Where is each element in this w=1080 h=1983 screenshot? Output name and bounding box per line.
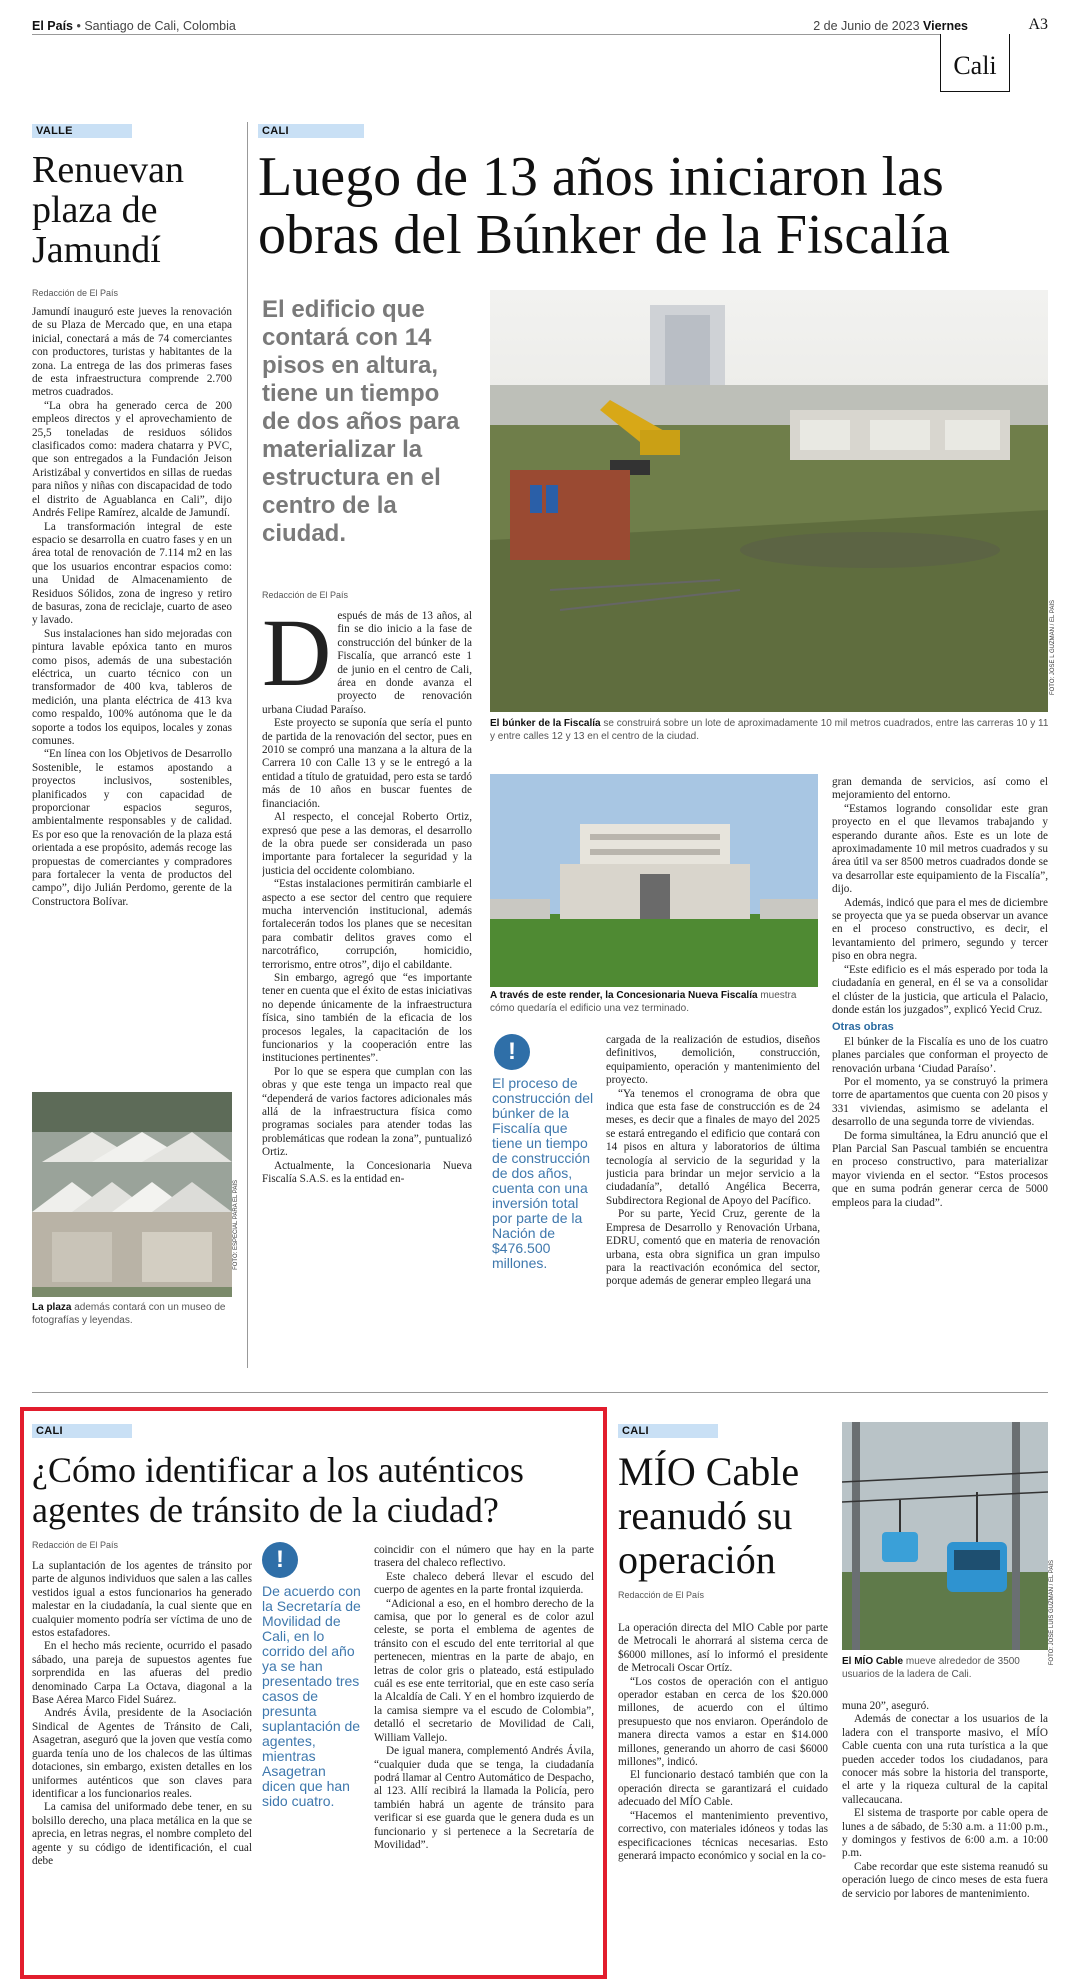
mio-cable-image (842, 1422, 1048, 1650)
mio-caption: El MÍO Cable mueve alrededor de 3500 usuarios de la ladera de Cali. (842, 1656, 1020, 1680)
plaza-photo (32, 1092, 232, 1297)
transit-story-byline: Redacción de El País (32, 1540, 119, 1550)
transit-infobox: De acuerdo con la Secretaría de Movilidad de Cali, en lo corrido del año ya se han presentado tres casos de presunta suplantación de agentes, mientras Asagetran dicen que han sido cuatro. (262, 1583, 361, 1809)
weekday: Viernes (923, 19, 968, 33)
left-p0: Jamundí inauguró este jueves la renovación de su Plaza de Mercado que, en una etapa inicial, conectará a más de 74 comerciantes con productores, turistas y habitantes de la zona. La entrega de las dos primeras fases de esta infraestructura comprende 2.700 metros cuadrados. (32, 306, 232, 399)
left-p1: “La obra ha generado cerca de 200 empleos directos y el aprovechamiento de 25,5 toneladas de residuos sólidos clasificados como: madera chatarra y PVC, que son entregados a la Fundación Jeison Aristizábal y convertidos en sillas de ruedas para niños y niñas con discapacidad de todo el distrito de Aguablanca en Cali”, dijo Andrés Felipe Ramírez, alcalde de Jamundí. (32, 399, 232, 520)
render-caption: A través de este render, la Concesionaria Nueva Fiscalía muestra cómo quedaría el edificio una vez terminado. (490, 990, 797, 1014)
left-p2: La transformación integral de este espacio se desarrolla en cuatro fases y en un área total de renovación de 7.114 m2 en las que los usuarios encontrar espacios como: una Unidad de Almacenamiento de Residuos Sólidos, zona de ingreso y retiro de basuras, zona de reciclaje, cuarto de aseo y lavado. (32, 520, 232, 627)
render-image (490, 774, 818, 987)
top-rule (32, 34, 940, 35)
dropcap: D (262, 610, 332, 706)
bunker-photo (490, 290, 1048, 712)
left-story-byline: Redacción de El País (32, 288, 119, 298)
section-rule (32, 1392, 1048, 1393)
column-rule-left (247, 122, 248, 1368)
main-story-col3: cargada de la realización de estudios, diseños definitivos, demolición, construcción, equipamiento, operación y mantenimiento del proyecto. “Ya tenemos el cronograma de obra que indica que esta fase de construcción es de 24 meses, es decir que a finales de mayo del 2025 se estará entregando el edificio que contará con 14 pisos en altura y laboratorios de última tecnología al servicio de la seguridad y la justicia para brindar un mejor servicio a la ciudadanía”, detalló Angélica Becerra, Subdirectora Regional de Apoyo del Pacífico. Por su parte, Yecid Cruz, gerente de la Empresa de Desarrollo y Renovación Urbana, EDRU, comentó que en materia de renovación urbana, esta obra significa un gran impulso para la reactivación económica del sector, porque además de generar empleo llegará una (606, 1034, 820, 1288)
section-name: Cali (953, 51, 997, 80)
left-p4: “En línea con los Objetivos de Desarrollo Sostenible, le estamos apostando a proyectos inclusivos, sostenibles, planificados y con capacidad de proporcionar espacios seguros, ambientalmente responsables y de calidad. Es por eso que la renovación de la plaza está orientada a ese propósito, además recoge las propuestas de comerciantes y compradores para fortalecer la venta de productos del campo”, dijo Julián Perdomo, gerente de la Constructora Bolívar. (32, 748, 232, 908)
plaza-caption: La plaza además contará con un museo de fotografías y leyendas. (32, 1302, 226, 1326)
transit-story-headline: ¿Cómo identificar a los auténticos agentes de tránsito de la ciudad? (32, 1450, 524, 1530)
mio-story-col2: muna 20”, aseguró. Además de conectar a los usuarios de la ladera con el transporte masivo, el MÍO Cable cuenta con una ruta turística a la que pueden acceder todos los ciudadanos, para conocer más sobre la historia del transporte, el arte y la riqueza cultural de la capital vallecaucana. El sistema de trasporte por cable opera de lunes a de sábado, de 5:30 a.m. a 11:00 p.m., y domingos y festivos de 6:00 a.m. a 10:00 p.m. Cabe recordar que este sistema reanudó su operación luego de cinco meses de esta fuera de servicio por labores de mantenimiento. (842, 1700, 1048, 1900)
left-story-headline: Renuevan plaza de Jamundí (32, 149, 184, 271)
mio-cable-photo (842, 1422, 1048, 1650)
main-story-headline: Luego de 13 años iniciaron las obras del Búnker de la Fiscalía (258, 146, 951, 266)
page-number: A3 (1028, 16, 1048, 33)
render-photo (490, 774, 818, 987)
exclamation-icon: ! (494, 1034, 530, 1070)
section-box (940, 34, 1010, 92)
otras-obras-subhead: Otras obras (832, 1021, 894, 1034)
bunker-photo-credit: FOTO: JOSÉ L GUZMÁN / EL PAÍS (1050, 600, 1056, 696)
main-story-col1: Después de más de 13 años, al fin se dio inicio a la fase de construcción del búnker de la Fiscalía, que arrancó este 1 de junio en el centro de Cali, área en donde avanza el proyecto de renovación urbana Ciudad Paraíso. Este proyecto se suponía que sería el punto de partida de la renovación del sector, pues en 2010 se compró una manzana a la altura de la Carrera 10 con Calle 13 y se le entregó a la entidad a título de gratuidad, pero esta se tardó más de 10 años en buscar fuentes de financiación. Al respecto, el concejal Roberto Ortiz, expresó que pese a las demoras, el desarrollo de la obra puede ser considerada un paso importante para fortalecer la seguridad y la justicia del occidente colombiano. “Estas instalaciones permitirán cambiarle el aspecto a ese sector del centro que requiere mucha intervención institucional, además fortalecerán todos los planes que se necesitan para combatir delitos graves como el narcotráfico, corrupción, homicidio, terrorismo, entre otros”, dijo el cabildante. Sin embargo, agregó que “es importante tener en cuenta que el éxito de estas iniciativas no depende únicamente de la infraestructura física, sino también de la eficacia de los procesos legales, la capacitación de los funcionarios y la cooperación entre las instituciones pertinentes”. Por lo que se espera que cumplan con las obras y que este tenga un impacto real que “dependerá de varios factores adicionales más allá de la infraestructura física como programas sociales para atender todas las problemáticas que rodean la zona”, puntualizó Ortiz. Actualmente, la Concesionaria Nueva Fiscalía S.A.S. es la entidad en- (262, 610, 472, 1186)
date: 2 de Junio de 2023 (813, 19, 920, 33)
mio-story-byline: Redacción de El País (618, 1590, 705, 1600)
main-story-tag: CALI (258, 124, 364, 138)
mio-story-headline: MÍO Cable reanudó su operación (618, 1449, 800, 1582)
left-story-tag: VALLE (32, 124, 132, 138)
plaza-photo-credit: FOTO: ESPECIAL PARA EL PAÍS (233, 1180, 239, 1270)
paper-name: El País (32, 19, 73, 33)
mio-story-tag: CALI (618, 1424, 718, 1438)
exclamation-icon: ! (262, 1542, 298, 1578)
main-story-col4: gran demanda de servicios, así como el mejoramiento del entorno. “Estamos logrando consolidar este gran proyecto en el que llevamos trabajando y esperando durante años. Este es un lote de aproximadamente 10 mil metros cuadrados y su área útil va ser 8500 metros cuadrados donde se va desarrollar este equipamiento de la Fiscalía”, dijo. Además, indicó que para el mes de diciembre se proyecta que ya se pueda observar un avance en el proceso constructivo, es decir, el levantamiento del primero, segundo y tercer piso en obra negra. “Este edificio es el más esperado por toda la ciudadanía en general, en él se va a consolidar el clúster de la justicia, que articula el Palacio, donde están los juzgados”, explicó Yecid Cruz. Otras obras El búnker de la Fiscalía es uno de los cuatro planes parciales que conforman el proyecto de renovación urbana ‘Ciudad Paraíso’. Por el momento, ya se construyó la primera torre de apartamentos que cuenta con 20 pisos y 331 viviendas, asimismo se adelanta el desarrollo de una segunda torre de viviendas. De forma simultánea, la Edru anunció que el Plan Parcial San Pascual también se encuentra en proceso constructivo, para materializar mayor vivienda en el sector. “Estos procesos que en suma podrán generar cerca de 5000 empleos para la ciudad”. (832, 776, 1048, 1209)
left-story-body (32, 306, 232, 1086)
bunker-caption: El búnker de la Fiscalía se construirá sobre un lote de aproximadamente 10 mil metros cuadrados, entre las carreras 10 y 11 y entre calles 12 y 13 en el centro de la ciudad. (490, 718, 1049, 742)
main-story-deck: El edificio que contará con 14 pisos en altura, tiene un tiempo de dos años para materializar la estructura en el centro de la ciudad. (262, 296, 460, 547)
main-story-byline: Redacción de El País (262, 590, 349, 600)
left-p3: Sus instalaciones han sido mejoradas con pintura lavable epóxica tanto en muros como pisos, además de una subestación eléctrica, un cuarto técnico con un transformador de 400 kva, tableros de medición, una planta eléctrica de 413 kva como respaldo, 100% autónoma que le da soporte a todos los equipos, locales y zonas comunes. (32, 627, 232, 747)
location: Santiago de Cali, Colombia (84, 19, 236, 33)
transit-story-col1: La suplantación de los agentes de tránsito por parte de algunos individuos que salen a las calles vestidos igual a estos funcionarios ha generado malestar en la ciudadanía, la cual siente que en cualquier momento podría ser víctima de uno de estos estafadores. En el hecho más reciente, ocurrido el pasado sábado, una pareja de supuestos agentes fue sorprendida en las afueras del predio denominado Carpa La Octava, diagonal a la Base Aérea Marco Fidel Suárez. Andrés Ávila, presidente de la Asociación Sindical de Agentes de Tránsito de Cali, Asagetran, aseguró que la joven que vestía como guarda tenía uno de los chalecos de las últimas dotaciones, sin embargo, existen detalles en los uniformes auténticos que son claves para identificar a los funcionarios reales. La camisa del uniformado debe tener, en su bolsillo derecho, una placa metálica en la que se aprecia, en letras negras, el nombre completo del agente y su código de identificación, el cual debe (32, 1560, 252, 1867)
transit-story-col3: coincidir con el número que hay en la parte trasera del chaleco reflectivo. Este chaleco deberá llevar el escudo del cuerpo de agentes en la parte frontal izquierda. “Adicional a eso, en el hombro derecho de la camisa, que por lo general es de color azul celeste, se porta el emblema de agentes de tránsito con el escudo del ente territorial al que pertenecen, mientras en la parte de abajo, en letras de color gris o plateado, está estipulado cuál es ese ente territorial, que en este caso sería la Alcaldía de Cali. Y en el hombro izquierdo de la camisa siempre va el escudo de Colombia”, detalló el secretario de Movilidad de Cali, William Vallejo. De igual manera, complementó Andrés Ávila, “cualquier duda que se tenga, la ciudadanía podrá llamar al Centro Automático de Despacho, al 123. Allí recibirá la llamada la Policía, pero también habrá un agente de tránsito para verificar si ese guarda que le genera duda es un funcionario y si pertenece a la Secretaría de Movilidad”. (374, 1544, 594, 1851)
bunker-image (490, 290, 1048, 712)
page-header: El País • Santiago de Cali, Colombia 2 de Junio de 2023 Viernes A3 (32, 16, 1048, 33)
mio-story-col1: La operación directa del MÍO Cable por parte de Metrocali le ahorrará al sistema cerca de $6000 millones, así lo informó el presidente de Metrocali Oscar Ortíz. “Los costos de operación con el antiguo operador estaban en cerca de los $20.000 millones, de acuerdo con el último presupuesto que nos enviaron. Operándolo de manera directa vamos a estar en $14.000 millones, generando un ahorro de casi $6000 millones”, indicó. El funcionario destacó también que con la operación directa se garantizará el cuidado adecuado del MÍO Cable. “Hacemos el mantenimiento preventivo, correctivo, con materiales idóneos y todas las especificaciones técnicas necesarias. Esto generará impacto económico y social en la co- (618, 1622, 828, 1862)
bunker-infobox: El proceso de construcción del búnker de la Fiscalía que tiene un tiempo de construcción de dos años, cuenta con una inversión total por parte de la Nación de $476.500 millones. (492, 1075, 594, 1271)
plaza-image (32, 1092, 232, 1297)
mio-photo-credit: FOTO: JOSÉ LUIS GUZMÁN / EL PAÍS (1049, 1560, 1055, 1666)
transit-story-tag: CALI (32, 1424, 132, 1438)
